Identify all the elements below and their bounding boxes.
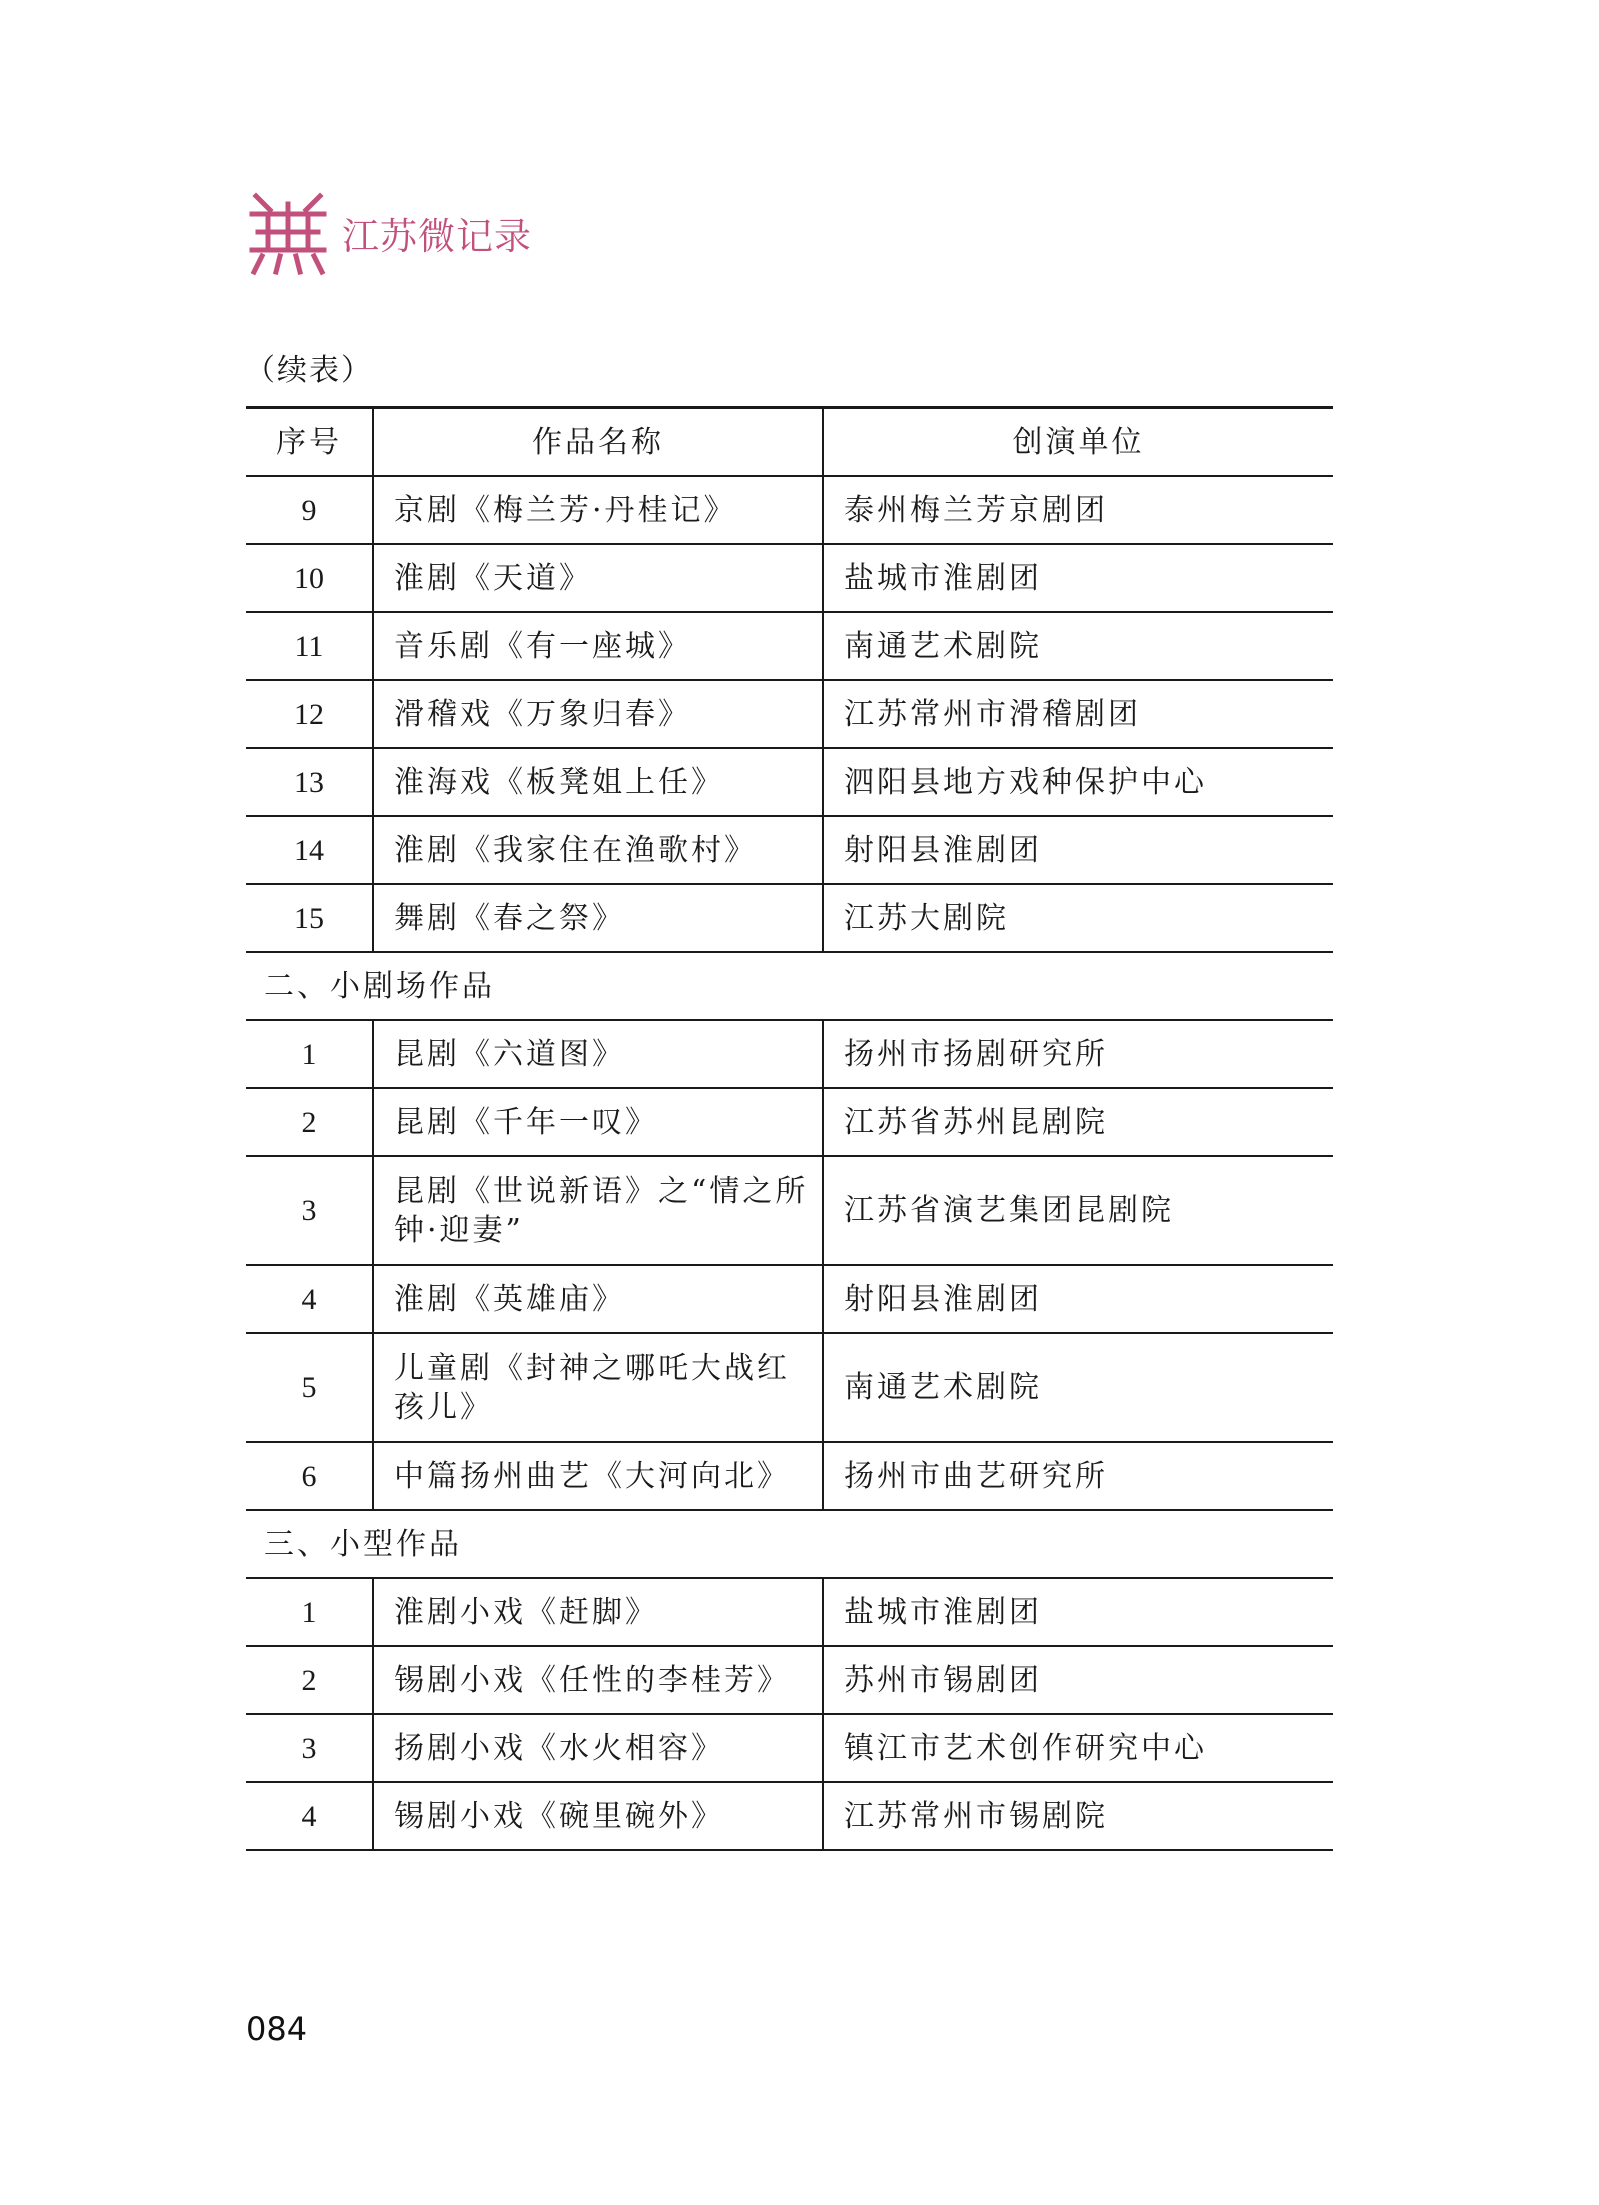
work-name: 昆剧《六道图》 [373,1020,823,1088]
producer-name: 扬州市扬剧研究所 [823,1020,1333,1088]
producer-name: 江苏大剧院 [823,884,1333,952]
row-number: 2 [246,1646,373,1714]
table-row [246,1156,1333,1265]
work-name: 淮剧《英雄庙》 [373,1265,823,1333]
row-number: 2 [246,1088,373,1156]
works-table-container [246,406,1333,1851]
producer-name: 苏州市锡剧团 [823,1646,1333,1714]
producer-name: 泗阳县地方戏种保护中心 [823,748,1333,816]
table-row [246,544,1333,612]
work-name: 滑稽戏《万象归春》 [373,680,823,748]
table-row [246,1782,1333,1850]
work-name: 京剧《梅兰芳·丹桂记》 [373,476,823,544]
work-name: 昆剧《世说新语》之“情之所钟·迎妻” [373,1156,823,1265]
producer-name: 射阳县淮剧团 [823,816,1333,884]
work-name: 锡剧小戏《碗里碗外》 [373,1782,823,1850]
section-row [246,1510,1333,1578]
row-number: 10 [246,544,373,612]
table-row [246,1265,1333,1333]
producer-name: 江苏省演艺集团昆剧院 [823,1156,1333,1265]
table-row [246,1088,1333,1156]
table-row [246,1714,1333,1782]
work-name: 舞剧《春之祭》 [373,884,823,952]
row-number: 13 [246,748,373,816]
page-number: 084 [246,2010,308,2048]
table-row [246,816,1333,884]
table-row [246,680,1333,748]
table-row [246,748,1333,816]
producer-name: 扬州市曲艺研究所 [823,1442,1333,1510]
row-number: 4 [246,1782,373,1850]
producer-name: 南通艺术剧院 [823,612,1333,680]
row-number: 3 [246,1156,373,1265]
table-row [246,1442,1333,1510]
producer-name: 南通艺术剧院 [823,1333,1333,1442]
work-name: 音乐剧《有一座城》 [373,612,823,680]
work-name: 淮剧《天道》 [373,544,823,612]
producer-name: 江苏常州市锡剧院 [823,1782,1333,1850]
section-row [246,952,1333,1020]
producer-name: 盐城市淮剧团 [823,1578,1333,1646]
section-heading: 三、小型作品 [246,1510,1333,1578]
row-number: 1 [246,1020,373,1088]
producer-name: 泰州梅兰芳京剧团 [823,476,1333,544]
row-number: 1 [246,1578,373,1646]
section-title: 江苏微记录 [342,215,532,258]
row-number: 11 [246,612,373,680]
table-row [246,1578,1333,1646]
header-number: 序号 [246,408,373,477]
table-row [246,1020,1333,1088]
row-number: 3 [246,1714,373,1782]
producer-name: 江苏省苏州昆剧院 [823,1088,1333,1156]
row-number: 5 [246,1333,373,1442]
table-caption: （续表） [245,353,373,388]
row-number: 4 [246,1265,373,1333]
jiangsu-logo-icon [248,190,328,276]
row-number: 9 [246,476,373,544]
producer-name: 射阳县淮剧团 [823,1265,1333,1333]
work-name: 中篇扬州曲艺《大河向北》 [373,1442,823,1510]
work-name: 扬剧小戏《水火相容》 [373,1714,823,1782]
producer-name: 盐城市淮剧团 [823,544,1333,612]
work-name: 淮剧《我家住在渔歌村》 [373,816,823,884]
works-table [246,406,1333,1851]
table-header-row [246,408,1333,477]
row-number: 15 [246,884,373,952]
work-name: 锡剧小戏《任性的李桂芳》 [373,1646,823,1714]
section-heading: 二、小剧场作品 [246,952,1333,1020]
producer-name: 江苏常州市滑稽剧团 [823,680,1333,748]
header-producer: 创演单位 [823,408,1333,477]
producer-name: 镇江市艺术创作研究中心 [823,1714,1333,1782]
work-name: 昆剧《千年一叹》 [373,1088,823,1156]
row-number: 14 [246,816,373,884]
row-number: 6 [246,1442,373,1510]
work-name: 淮剧小戏《赶脚》 [373,1578,823,1646]
table-row [246,1646,1333,1714]
row-number: 12 [246,680,373,748]
table-row [246,884,1333,952]
page-header [248,188,532,278]
table-row [246,1333,1333,1442]
table-row [246,476,1333,544]
work-name: 淮海戏《板凳姐上任》 [373,748,823,816]
header-work-name: 作品名称 [373,408,823,477]
work-name: 儿童剧《封神之哪吒大战红孩儿》 [373,1333,823,1442]
table-row [246,612,1333,680]
